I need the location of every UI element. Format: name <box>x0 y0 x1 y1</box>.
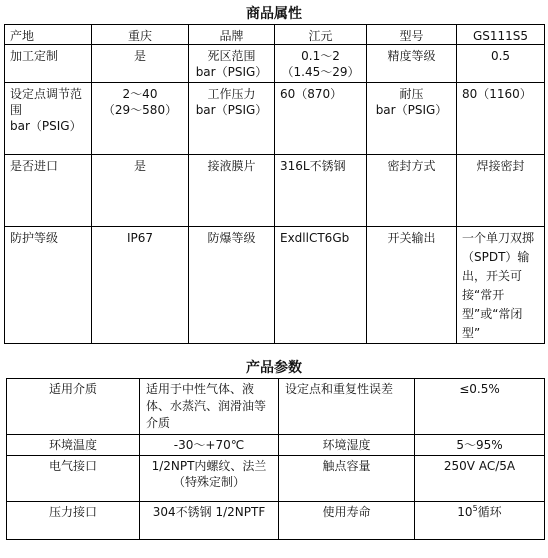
attr-cell: 是 <box>92 45 189 83</box>
attr-cell: 精度等级 <box>367 45 457 83</box>
attr-cell: 品牌 <box>189 25 275 45</box>
param-cell: 电气接口 <box>7 456 140 502</box>
attr-cell <box>367 83 457 155</box>
product-parameters-table <box>6 378 545 540</box>
product-attributes-title: 商品属性 <box>246 6 302 22</box>
attr-cell: 0.5 <box>457 45 545 83</box>
attr-cell: 产地 <box>5 25 92 45</box>
table-row <box>5 83 545 155</box>
table-row <box>5 45 545 83</box>
param-cell: ≤0.5% <box>415 379 545 435</box>
param-cell: 设定点和重复性误差 <box>279 379 415 435</box>
attr-line: 耐压 bar（PSIG） <box>375 87 448 117</box>
attr-cell: 接液膜片 <box>189 155 275 227</box>
attr-cell: 密封方式 <box>367 155 457 227</box>
attr-cell: 焊接密封 <box>457 155 545 227</box>
table-row <box>5 25 545 45</box>
attr-cell <box>189 83 275 155</box>
attr-line: 设定点调节范围 bar（PSIG） <box>10 87 83 133</box>
table-row <box>5 155 545 227</box>
table-row <box>7 502 545 540</box>
param-cell: 环境湿度 <box>279 435 415 456</box>
attr-cell <box>5 83 92 155</box>
attr-cell: ExdllCT6Gb <box>275 227 367 344</box>
table-row <box>7 456 545 502</box>
attr-cell <box>92 83 189 155</box>
attr-cell: 江元 <box>275 25 367 45</box>
attr-line: 2～40 （29～580） <box>102 87 178 117</box>
attr-cell: 是否进口 <box>5 155 92 227</box>
attr-cell: 防爆等级 <box>189 227 275 344</box>
attr-cell: GS111S5 <box>457 25 545 45</box>
lifetime-unit: 循环 <box>477 505 502 519</box>
attr-cell: 重庆 <box>92 25 189 45</box>
param-cell: 使用寿命 <box>279 502 415 540</box>
attr-line: 0.1～2 （1.45～29） <box>281 49 360 79</box>
attr-cell: 防护等级 <box>5 227 92 344</box>
attr-cell: 60（870） <box>275 83 367 155</box>
product-parameters-title: 产品参数 <box>246 360 302 376</box>
attr-line: 死区范围 bar（PSIG） <box>195 49 268 79</box>
attr-cell <box>189 45 275 83</box>
product-attributes-table <box>4 24 545 344</box>
attr-cell: IP67 <box>92 227 189 344</box>
attr-cell: 是 <box>92 155 189 227</box>
attr-cell <box>275 45 367 83</box>
param-cell: -30～+70℃ <box>140 435 279 456</box>
attr-cell: 316L不锈钢 <box>275 155 367 227</box>
attr-cell: 一个单刀双掷（SPDT）输出，开关可接“常开型”或“常闭型” <box>457 227 545 344</box>
attr-cell: 开关输出 <box>367 227 457 344</box>
table-row <box>7 379 545 435</box>
param-cell: 250V AC/5A <box>415 456 545 502</box>
param-cell: 触点容量 <box>279 456 415 502</box>
param-cell: 环境温度 <box>7 435 140 456</box>
param-cell: 适用于中性气体、液体、水蒸汽、润滑油等介质 <box>140 379 279 435</box>
param-cell: 5～95% <box>415 435 545 456</box>
lifetime-exponent: 5 <box>472 504 478 513</box>
attr-cell: 加工定制 <box>5 45 92 83</box>
param-cell: 304不锈钢 1/2NPTF <box>140 502 279 540</box>
lifetime-base: 10 <box>457 505 473 519</box>
param-cell: 适用介质 <box>7 379 140 435</box>
param-cell: 1/2NPT内螺纹、法兰（特殊定制） <box>140 456 279 502</box>
param-cell <box>415 502 545 540</box>
attr-cell: 型号 <box>367 25 457 45</box>
param-cell: 压力接口 <box>7 502 140 540</box>
attr-line: 工作压力 bar（PSIG） <box>195 87 268 117</box>
attr-cell: 80（1160） <box>457 83 545 155</box>
table-row <box>5 227 545 344</box>
table-row <box>7 435 545 456</box>
